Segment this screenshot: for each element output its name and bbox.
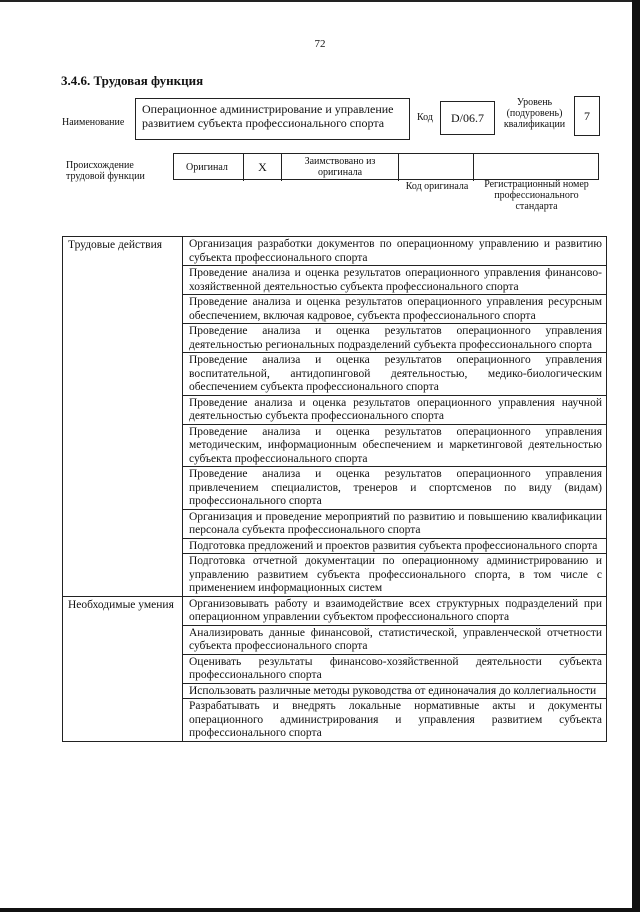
table-row <box>63 596 607 625</box>
section-item: Проведение анализа и оценка результатов операционного управления привлечением специалистов, тренеров и спортсменов по виду (видам) профессионального спорта <box>183 467 607 510</box>
original-label: Оригинал <box>174 154 244 181</box>
function-details-table <box>62 236 607 742</box>
section-item: Подготовка предложений и проектов развития субъекта профессионального спорта <box>183 538 607 554</box>
function-name-box: Операционное администрирование и управление развитием субъекта профессионального спорта <box>135 98 410 140</box>
section-item: Подготовка отчетной документации по операционному администрированию и управлению развитием субъекта профессионального спорта, в том числе с применением информационных систем <box>183 554 607 597</box>
section-heading: Необходимые умения <box>63 596 183 741</box>
reg-number-label: Регистрационный номер профессионального стандарта <box>484 179 589 212</box>
origin-row <box>173 153 599 180</box>
section-item: Анализировать данные финансовой, статистической, управленческой отчетности субъекта профессионального спорта <box>183 625 607 654</box>
section-title: 3.4.6. Трудовая функция <box>61 73 204 88</box>
section-item: Использовать различные методы руководства от единоначалия до коллегиальности <box>183 683 607 699</box>
scan-edge-top <box>0 0 640 2</box>
section-item: Проведение анализа и оценка результатов операционного управления ресурсным обеспечением, включая кадровое, субъекта профессионального спорта <box>183 295 607 324</box>
table-row <box>63 237 607 266</box>
level-label: Уровень (подуровень) квалификации <box>503 97 566 130</box>
section-item: Организация разработки документов по операционному управлению и развитию субъекта профессионального спорта <box>183 237 607 266</box>
reg-number-cell <box>474 154 600 181</box>
scan-edge-bottom <box>0 908 640 912</box>
code-original-cell <box>399 154 474 181</box>
level-value-box: 7 <box>574 96 600 136</box>
section-item: Оценивать результаты финансово-хозяйственной деятельности субъекта профессионального спорта <box>183 654 607 683</box>
section-item: Организация и проведение мероприятий по развитию и повышению квалификации персонала субъекта профессионального спорта <box>183 509 607 538</box>
origin-label: Происхождение трудовой функции <box>66 160 145 182</box>
section-item: Проведение анализа и оценка результатов операционного управления воспитательной, антидопинговой деятельностью, медико-биологическим обеспечением субъекта профессионального спорта <box>183 353 607 396</box>
section-item: Проведение анализа и оценка результатов операционного управления научной деятельностью субъекта профессионального спорта <box>183 395 607 424</box>
section-item: Проведение анализа и оценка результатов операционного управления деятельностью региональных подразделений субъекта профессионального спорта <box>183 324 607 353</box>
code-original-label: Код оригинала <box>405 181 469 192</box>
function-details-body <box>63 237 607 742</box>
section-item: Разрабатывать и внедрять локальные нормативные акты и документы операционного администрирования и управления развитием субъекта профессионального спорта <box>183 699 607 742</box>
function-code-box: D/06.7 <box>440 101 495 135</box>
page-number: 72 <box>314 38 326 50</box>
code-label: Код <box>417 112 433 123</box>
section-item: Проведение анализа и оценка результатов операционного управления финансово-хозяйственной деятельностью субъекта профессионального спорта <box>183 266 607 295</box>
section-heading: Трудовые действия <box>63 237 183 597</box>
original-mark: X <box>244 154 282 181</box>
name-label: Наименование <box>62 117 125 128</box>
scan-edge-right <box>632 0 640 912</box>
borrowed-label: Заимствовано из оригинала <box>282 154 399 181</box>
section-item: Организовывать работу и взаимодействие всех структурных подразделений при операционном управлении субъектом профессионального спорта <box>183 596 607 625</box>
section-item: Проведение анализа и оценка результатов операционного управления методическим, информационным обеспечением и маркетинговой деятельностью субъекта профессионального спорта <box>183 424 607 467</box>
